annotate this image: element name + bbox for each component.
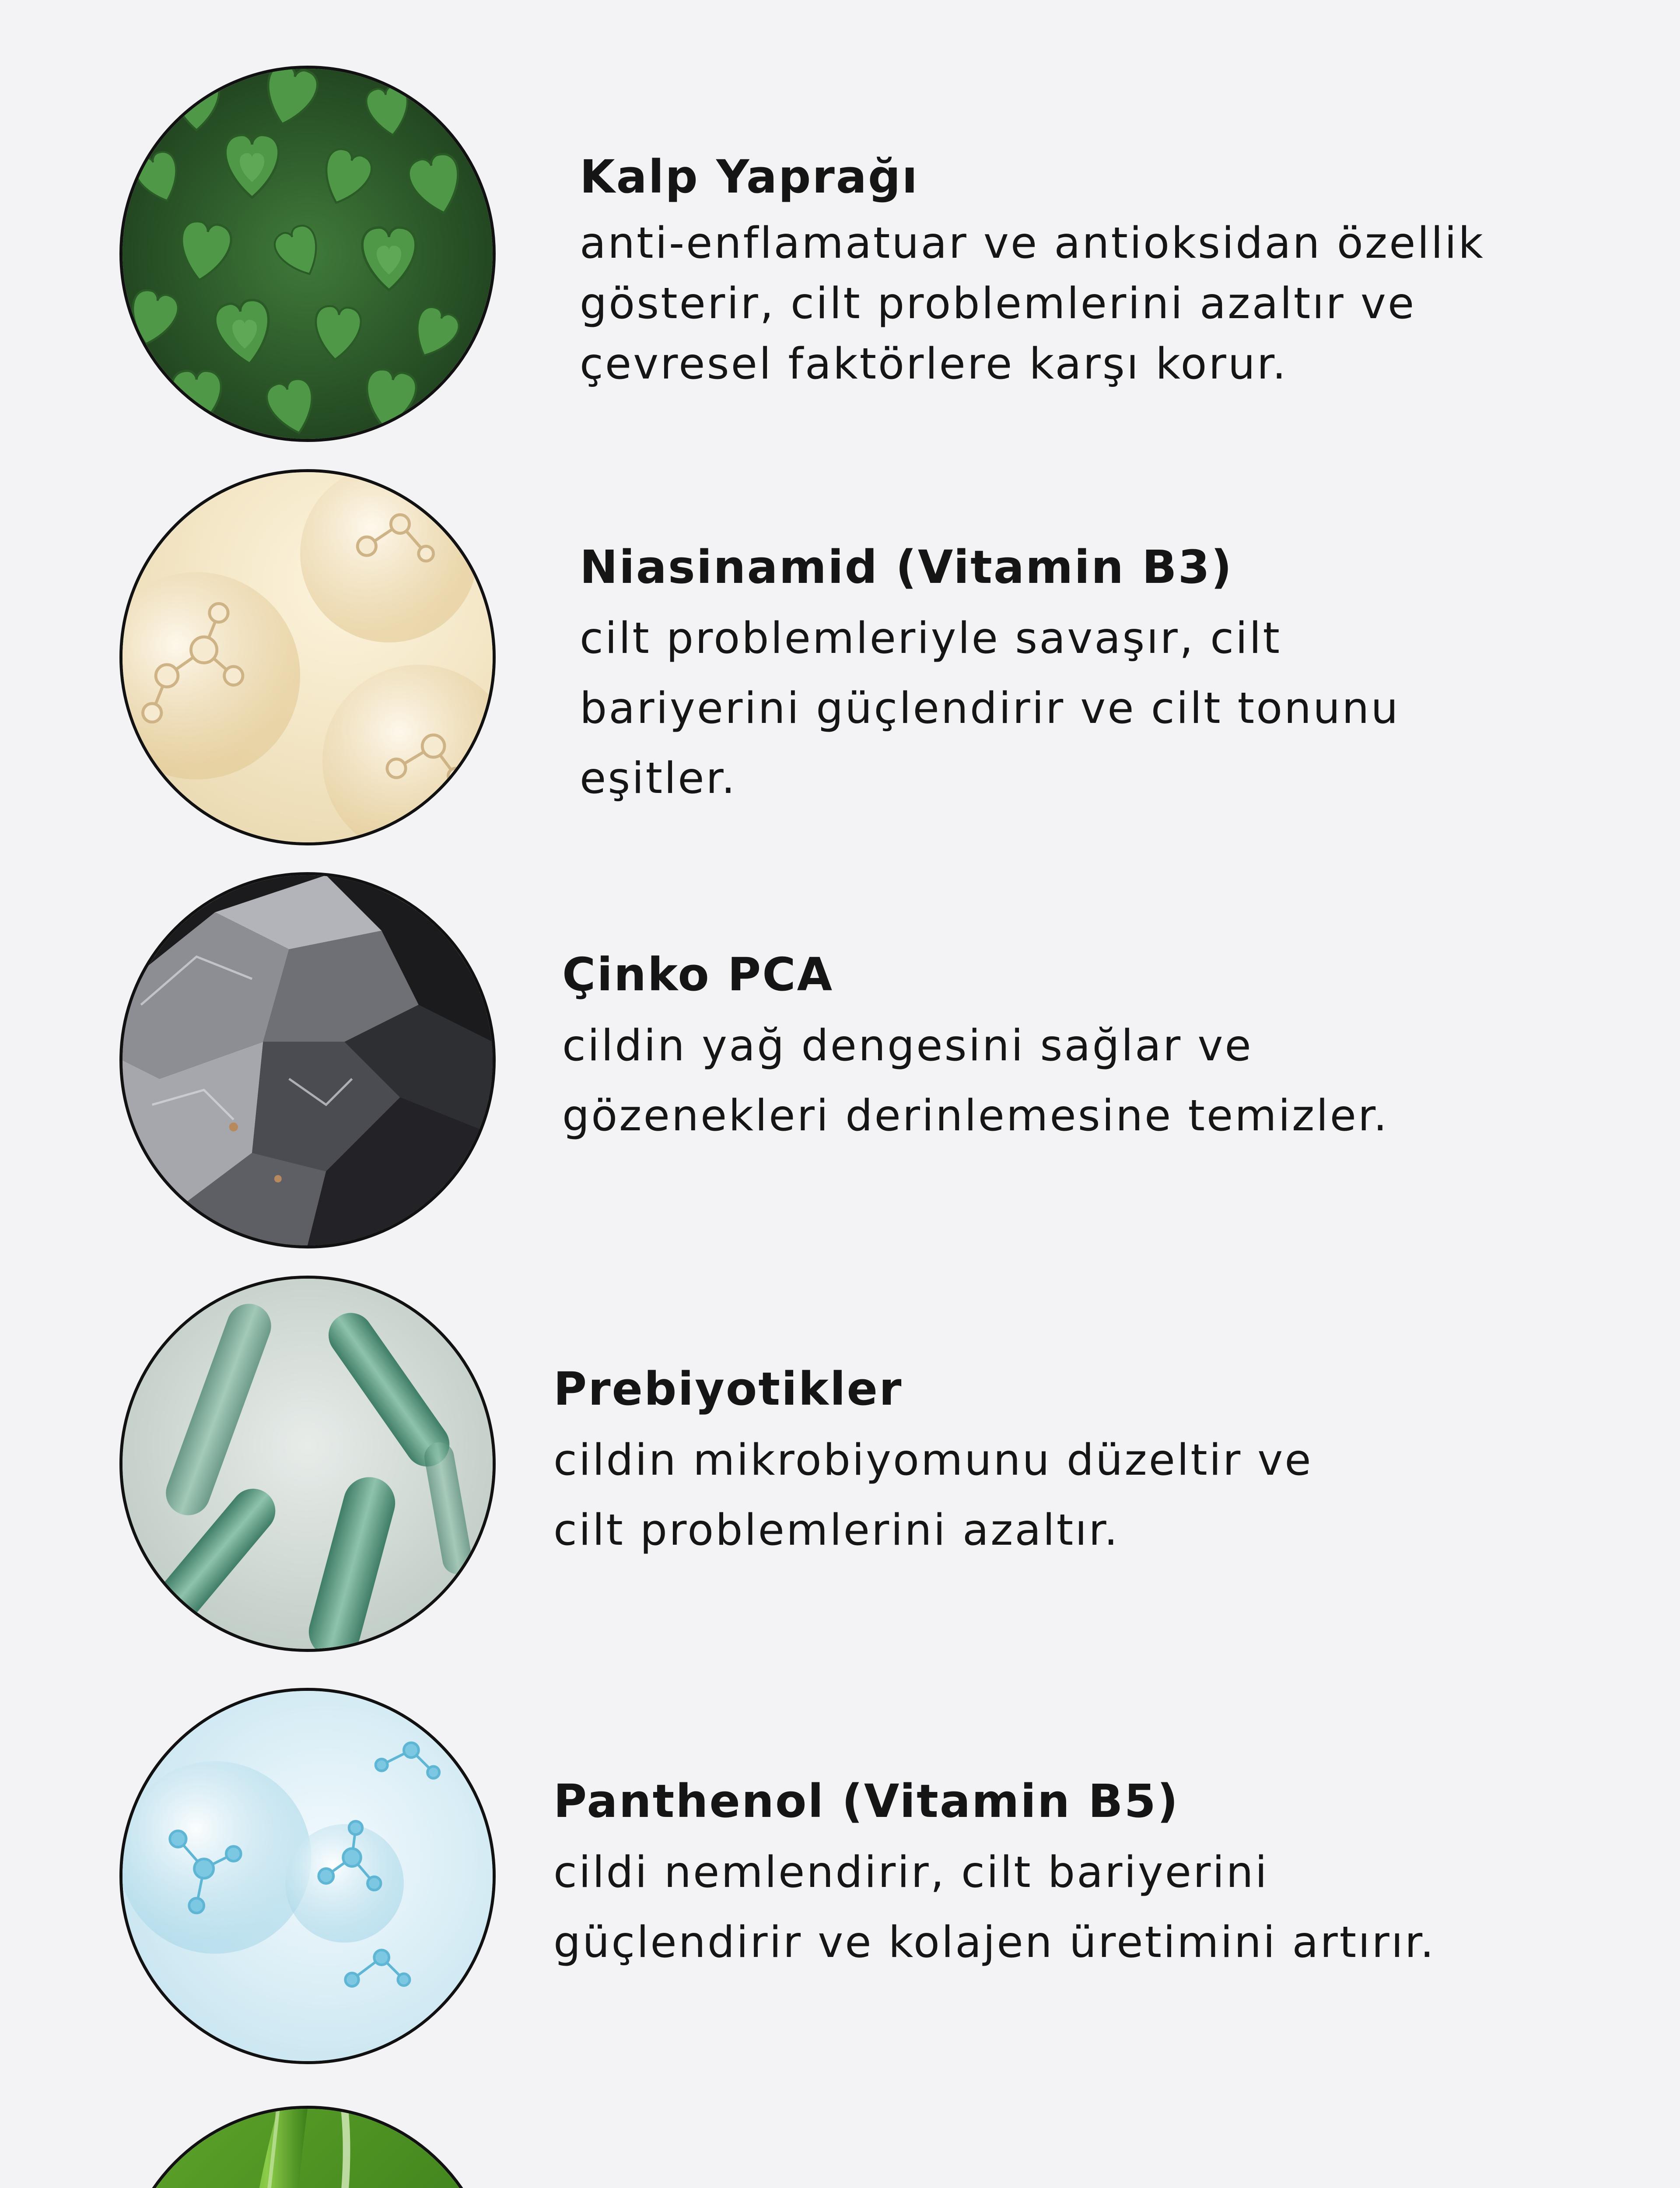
ingredient-title: Prebiyotikler [553,1362,903,1416]
ingredient-aloe-vera [0,2106,1680,2188]
prebiotic-bacteria-image [119,1276,496,1652]
ingredient-panthenol [0,1688,1680,2064]
ingredient-title: Niasinamid (Vitamin B3) [580,540,1233,594]
ingredient-cinko-pca [0,872,1680,1248]
panthenol-molecule-image [119,1688,496,2064]
ingredient-title: Panthenol (Vitamin B5) [553,1774,1180,1828]
ingredient-description: cildin mikrobiyomunu düzeltir ve cilt problemlerini azaltır. [553,1435,1313,1555]
zinc-mineral-image [119,872,496,1248]
ingredient-niasinamid [0,469,1680,845]
ingredient-prebiyotikler [0,1276,1680,1652]
heart-leaf-image [119,66,496,442]
ingredient-description: cildi nemlendirir, cilt bariyerini güçlendirir ve kolajen üretimini artırır. [553,1847,1436,1967]
ingredient-kalp-yapragi [0,66,1680,442]
aloe-vera-image [119,2106,496,2188]
ingredient-title: Çinko PCA [562,948,834,1001]
ingredient-description: cilt problemleriyle savaşır, cilt bariyerini güçlendirir ve cilt tonunu eşitler. [580,613,1400,803]
ingredient-description: anti-enflamatuar ve antioksidan özellik gösterir, cilt problemlerini azaltır ve çevresel faktörlere karşı korur. [580,218,1485,389]
niacinamide-molecule-image [119,469,496,845]
ingredient-description: cildin yağ dengesini sağlar ve gözenekleri derinlemesine temizler. [562,1020,1389,1141]
ingredient-title: Kalp Yaprağı [580,150,919,203]
